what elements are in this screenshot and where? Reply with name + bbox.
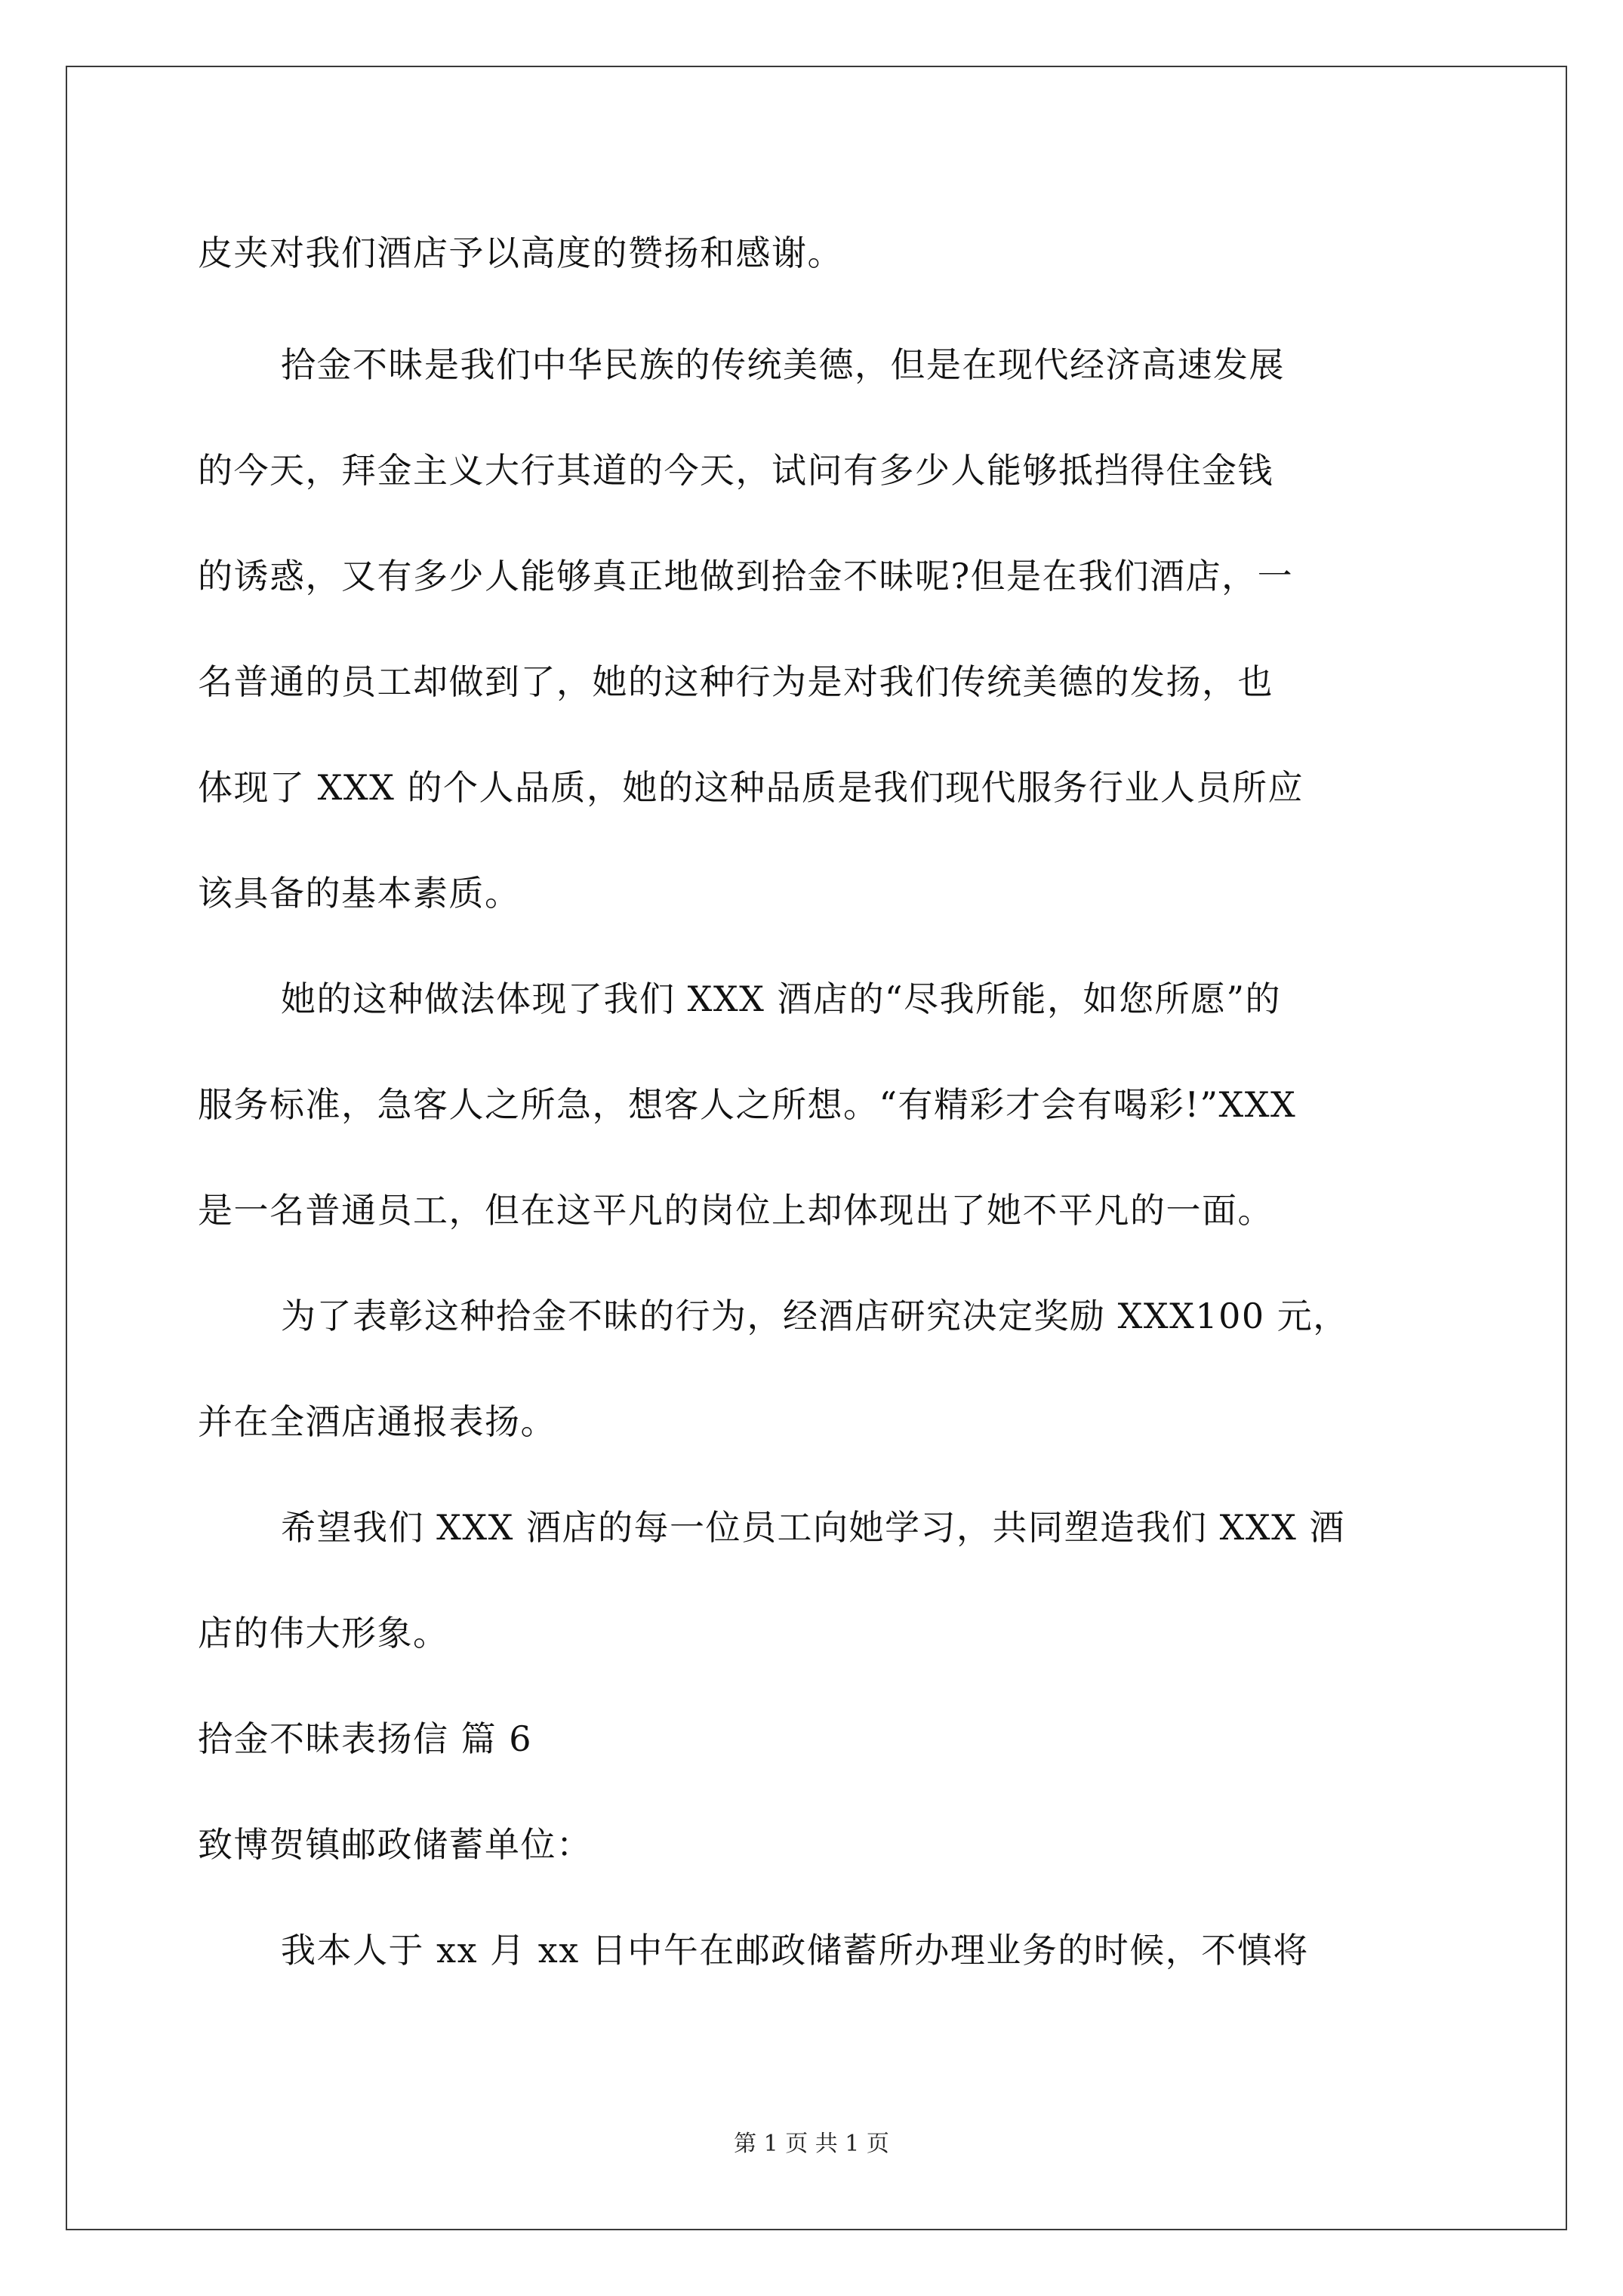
body-line-8: 她的这种做法体现了我们 XXX 酒店的“尽我所能，如您所愿”的 [281, 978, 1282, 1019]
body-line-2: 拾金不昧是我们中华民族的传统美德，但是在现代经济高速发展 [281, 344, 1285, 385]
body-line-10: 是一名普通员工，但在这平凡的岗位上却体现出了她不平凡的一面。 [198, 1190, 1273, 1231]
page-border [66, 66, 1567, 2230]
body-line-11: 为了表彰这种拾金不昧的行为，经酒店研究决定奖励 XXX100 元， [281, 1296, 1349, 1336]
body-line-7: 该具备的基本素质。 [198, 873, 521, 914]
section-heading: 拾金不昧表扬信 篇 6 [198, 1718, 533, 1759]
body-line-13: 希望我们 XXX 酒店的每一位员工向她学习，共同塑造我们 XXX 酒 [281, 1507, 1345, 1548]
body-line-17: 我本人于 xx 月 xx 日中午在邮政储蓄所办理业务的时候，不慎将 [281, 1930, 1309, 1971]
body-line-9: 服务标准，急客人之所急，想客人之所想。“有精彩才会有喝彩!”XXX [198, 1084, 1297, 1125]
body-line-1: 皮夹对我们酒店予以高度的赞扬和感谢。 [198, 233, 843, 273]
body-line-14: 店的伟大形象。 [198, 1613, 449, 1653]
salutation-line: 致博贺镇邮政储蓄单位： [198, 1824, 593, 1865]
body-line-3: 的今天，拜金主义大行其道的今天，试问有多少人能够抵挡得住金钱 [198, 450, 1273, 491]
body-line-4: 的诱惑，又有多少人能够真正地做到拾金不昧呢?但是在我们酒店，一 [198, 556, 1294, 596]
page-footer: 第 1 页 共 1 页 [734, 2131, 889, 2157]
body-line-12: 并在全酒店通报表扬。 [198, 1401, 556, 1442]
body-line-6: 体现了 XXX 的个人品质，她的这种品质是我们现代服务行业人员所应 [198, 767, 1304, 808]
body-line-5: 名普通的员工却做到了，她的这种行为是对我们传统美德的发扬，也 [198, 661, 1273, 702]
